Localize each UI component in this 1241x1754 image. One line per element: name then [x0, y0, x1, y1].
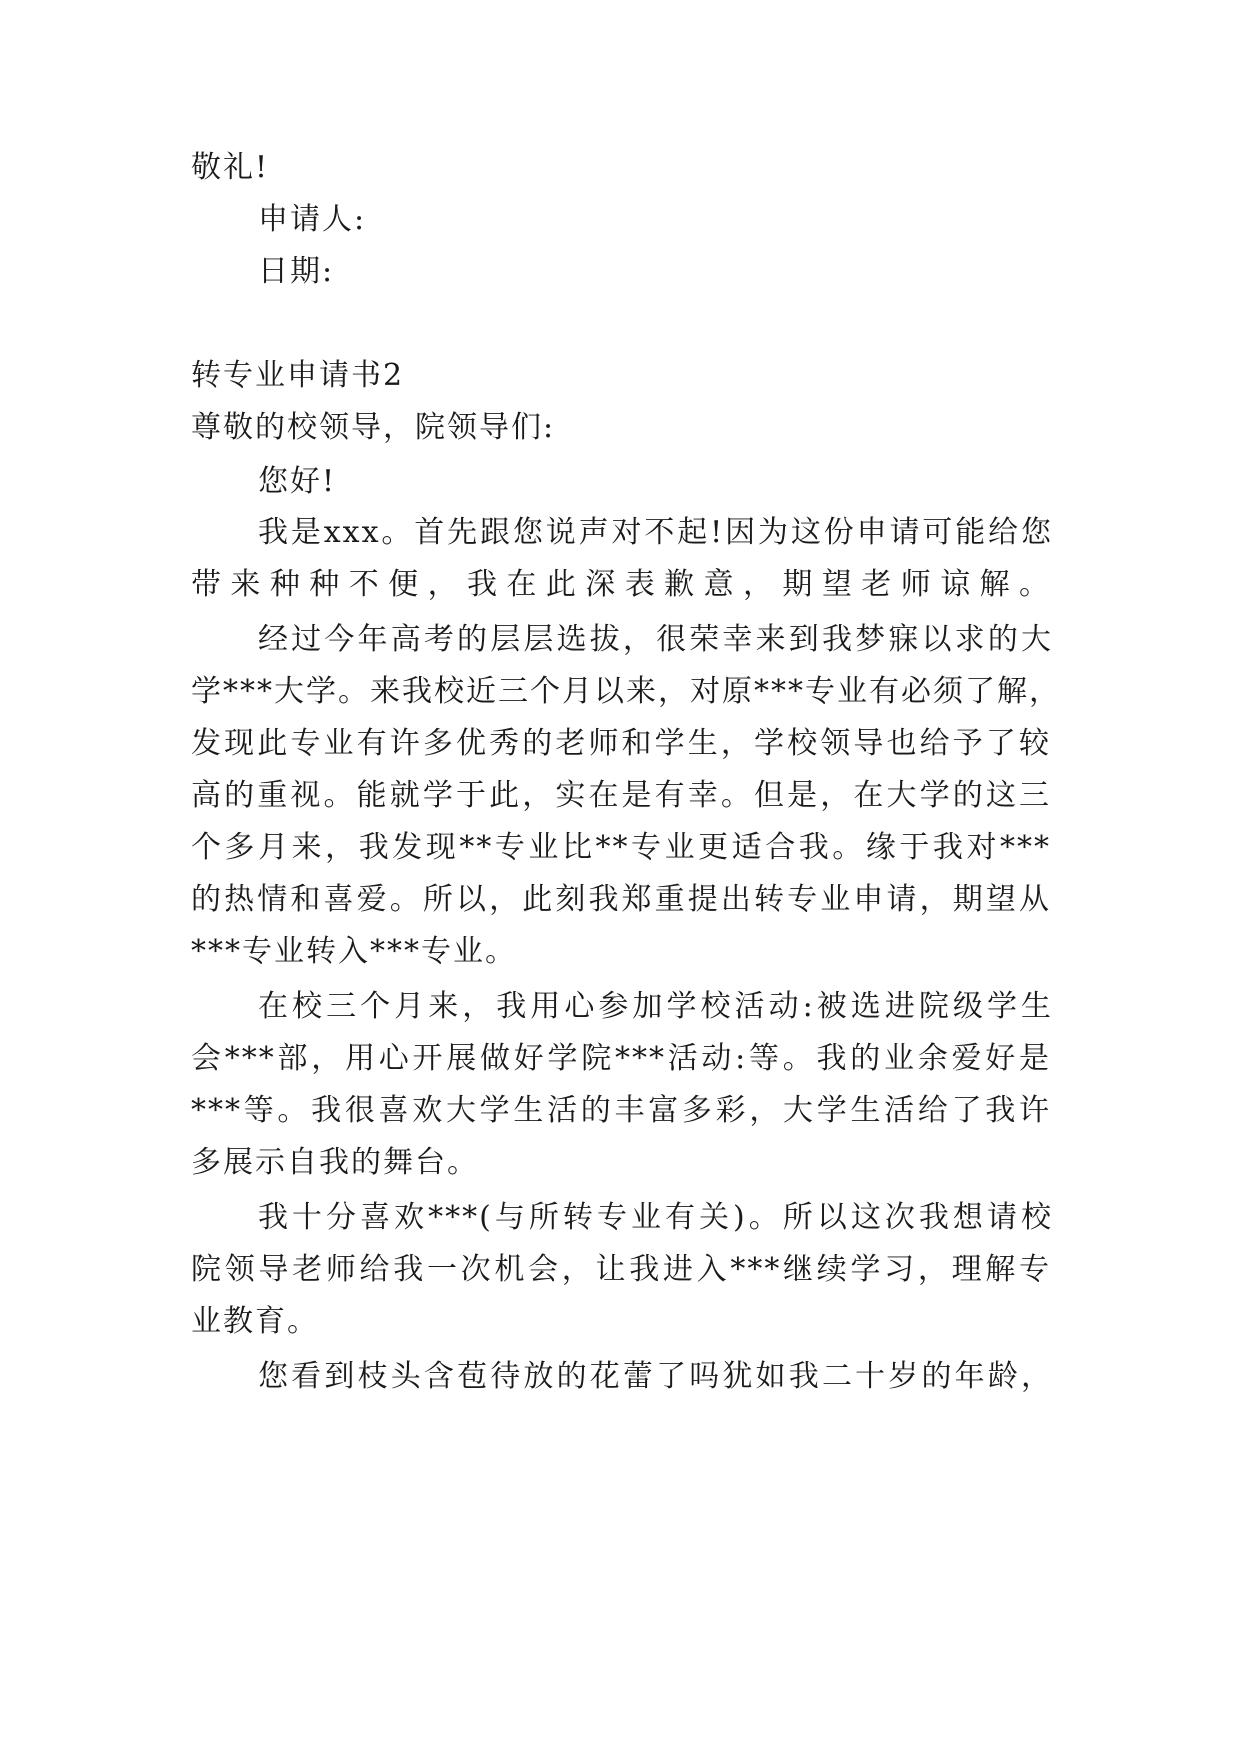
body-line: 的热情和喜爱。所以，此刻我郑重提出转专业申请，期望从: [191, 882, 1051, 917]
closing-salute: 敬礼!: [191, 150, 270, 185]
body-line: 在校三个月来，我用心参加学校活动:被选进院级学生: [258, 989, 1053, 1024]
body-line: 我十分喜欢***(与所转专业有关)。所以这次我想请校: [258, 1200, 1053, 1235]
body-line: ***等。我很喜欢大学生活的丰富多彩，大学生活给了我许: [191, 1093, 1051, 1128]
letter-recipient: 尊敬的校领导，院领导们:: [191, 410, 556, 445]
body-line: ***专业转入***专业。: [191, 934, 517, 969]
letter-title: 转专业申请书2: [191, 358, 405, 393]
applicant-label: 申请人:: [258, 202, 367, 237]
date-label: 日期:: [258, 254, 335, 289]
body-line: 发现此专业有许多优秀的老师和学生，学校领导也给予了较: [191, 726, 1051, 761]
body-line: 学***大学。来我校近三个月以来，对原***专业有必须了解，: [191, 674, 1061, 709]
body-line: 我是xxx。首先跟您说声对不起!因为这份申请可能给您: [258, 515, 1053, 550]
body-line: 高的重视。能就学于此，实在是有幸。但是，在大学的这三: [191, 778, 1051, 813]
body-line: 院领导老师给我一次机会，让我进入***继续学习，理解专: [191, 1252, 1051, 1287]
body-line: 您看到枝头含苞待放的花蕾了吗犹如我二十岁的年龄，: [258, 1359, 1053, 1394]
body-line: 业教育。: [191, 1304, 319, 1339]
body-line: 经过今年高考的层层选拔，很荣幸来到我梦寐以求的大: [258, 622, 1053, 657]
body-line: 带来种种不便，我在此深表歉意，期望老师谅解。: [191, 567, 1051, 602]
body-line: 个多月来，我发现**专业比**专业更适合我。缘于我对***: [191, 830, 1051, 865]
body-line: 多展示自我的舞台。: [191, 1145, 479, 1180]
body-line: 会***部，用心开展做好学院***活动:等。我的业余爱好是: [191, 1041, 1051, 1076]
letter-greeting: 您好!: [258, 464, 337, 499]
